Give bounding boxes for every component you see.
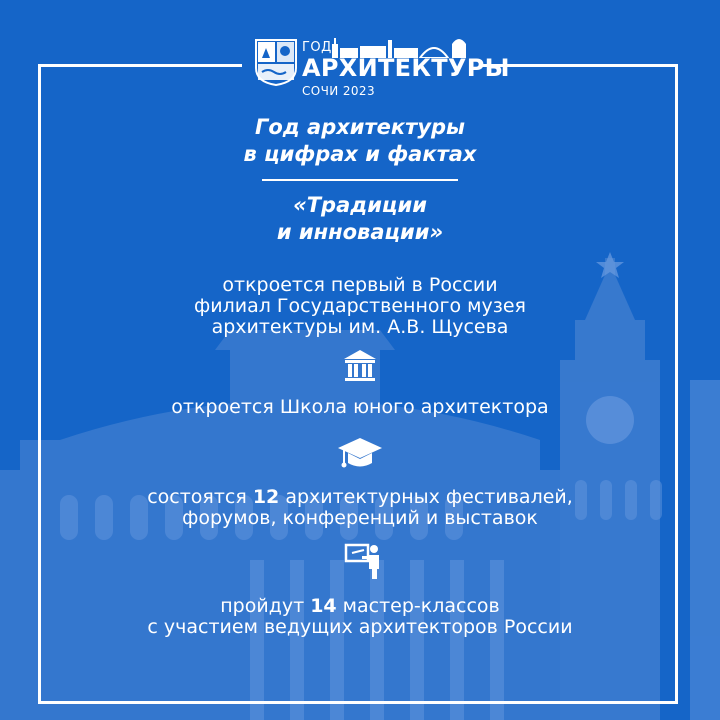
teacher-board-icon — [344, 541, 384, 581]
fact-3-text-post: архитектурных фестивалей, — [279, 486, 573, 508]
fact-2-line-1: откроется Школа юного архитектора — [171, 396, 549, 418]
fact-4-line-1 — [0, 596, 720, 617]
logo-line-architecture: АРХИТЕКТУРЫ — [302, 54, 510, 82]
fact-1-line-3: архитектуры им. А.В. Щусева — [211, 316, 509, 338]
fact-4-line-2: с участием ведущих архитекторов России — [147, 616, 573, 638]
subtitle-line-2: и инновации» — [276, 220, 444, 244]
fact-4-text-pre: пройдут — [220, 595, 311, 617]
title-line-2: в цифрах и фактах — [243, 142, 477, 166]
fact-museum — [0, 275, 720, 338]
fact-4-text-post: мастер-классов — [336, 595, 500, 617]
fact-masterclasses — [0, 596, 720, 638]
title-divider — [262, 179, 458, 181]
title-line-1: Год архитектуры — [254, 115, 466, 139]
year-of-architecture-logo — [242, 32, 510, 106]
fact-4-number: 14 — [310, 595, 337, 617]
fact-3-line-1 — [0, 487, 720, 508]
fact-3-line-2: форумов, конференций и выставок — [182, 507, 538, 529]
fact-1-line-1: откроется первый в России — [222, 274, 498, 296]
fact-1-line-2: филиал Государственного музея — [194, 295, 526, 317]
fact-school — [0, 397, 720, 418]
subtitle — [0, 192, 720, 246]
sochi-emblem-icon — [254, 38, 298, 86]
fact-festivals — [0, 487, 720, 529]
logo-line-year: ГОД — [302, 40, 332, 55]
logo-line-city: СОЧИ 2023 — [302, 84, 375, 98]
fact-3-text-pre: состоятся — [147, 486, 253, 508]
page-title — [0, 114, 720, 168]
graduation-cap-icon — [338, 434, 382, 474]
fact-3-number: 12 — [252, 486, 280, 508]
subtitle-line-1: «Традиции — [293, 193, 427, 217]
museum-icon — [342, 348, 378, 384]
